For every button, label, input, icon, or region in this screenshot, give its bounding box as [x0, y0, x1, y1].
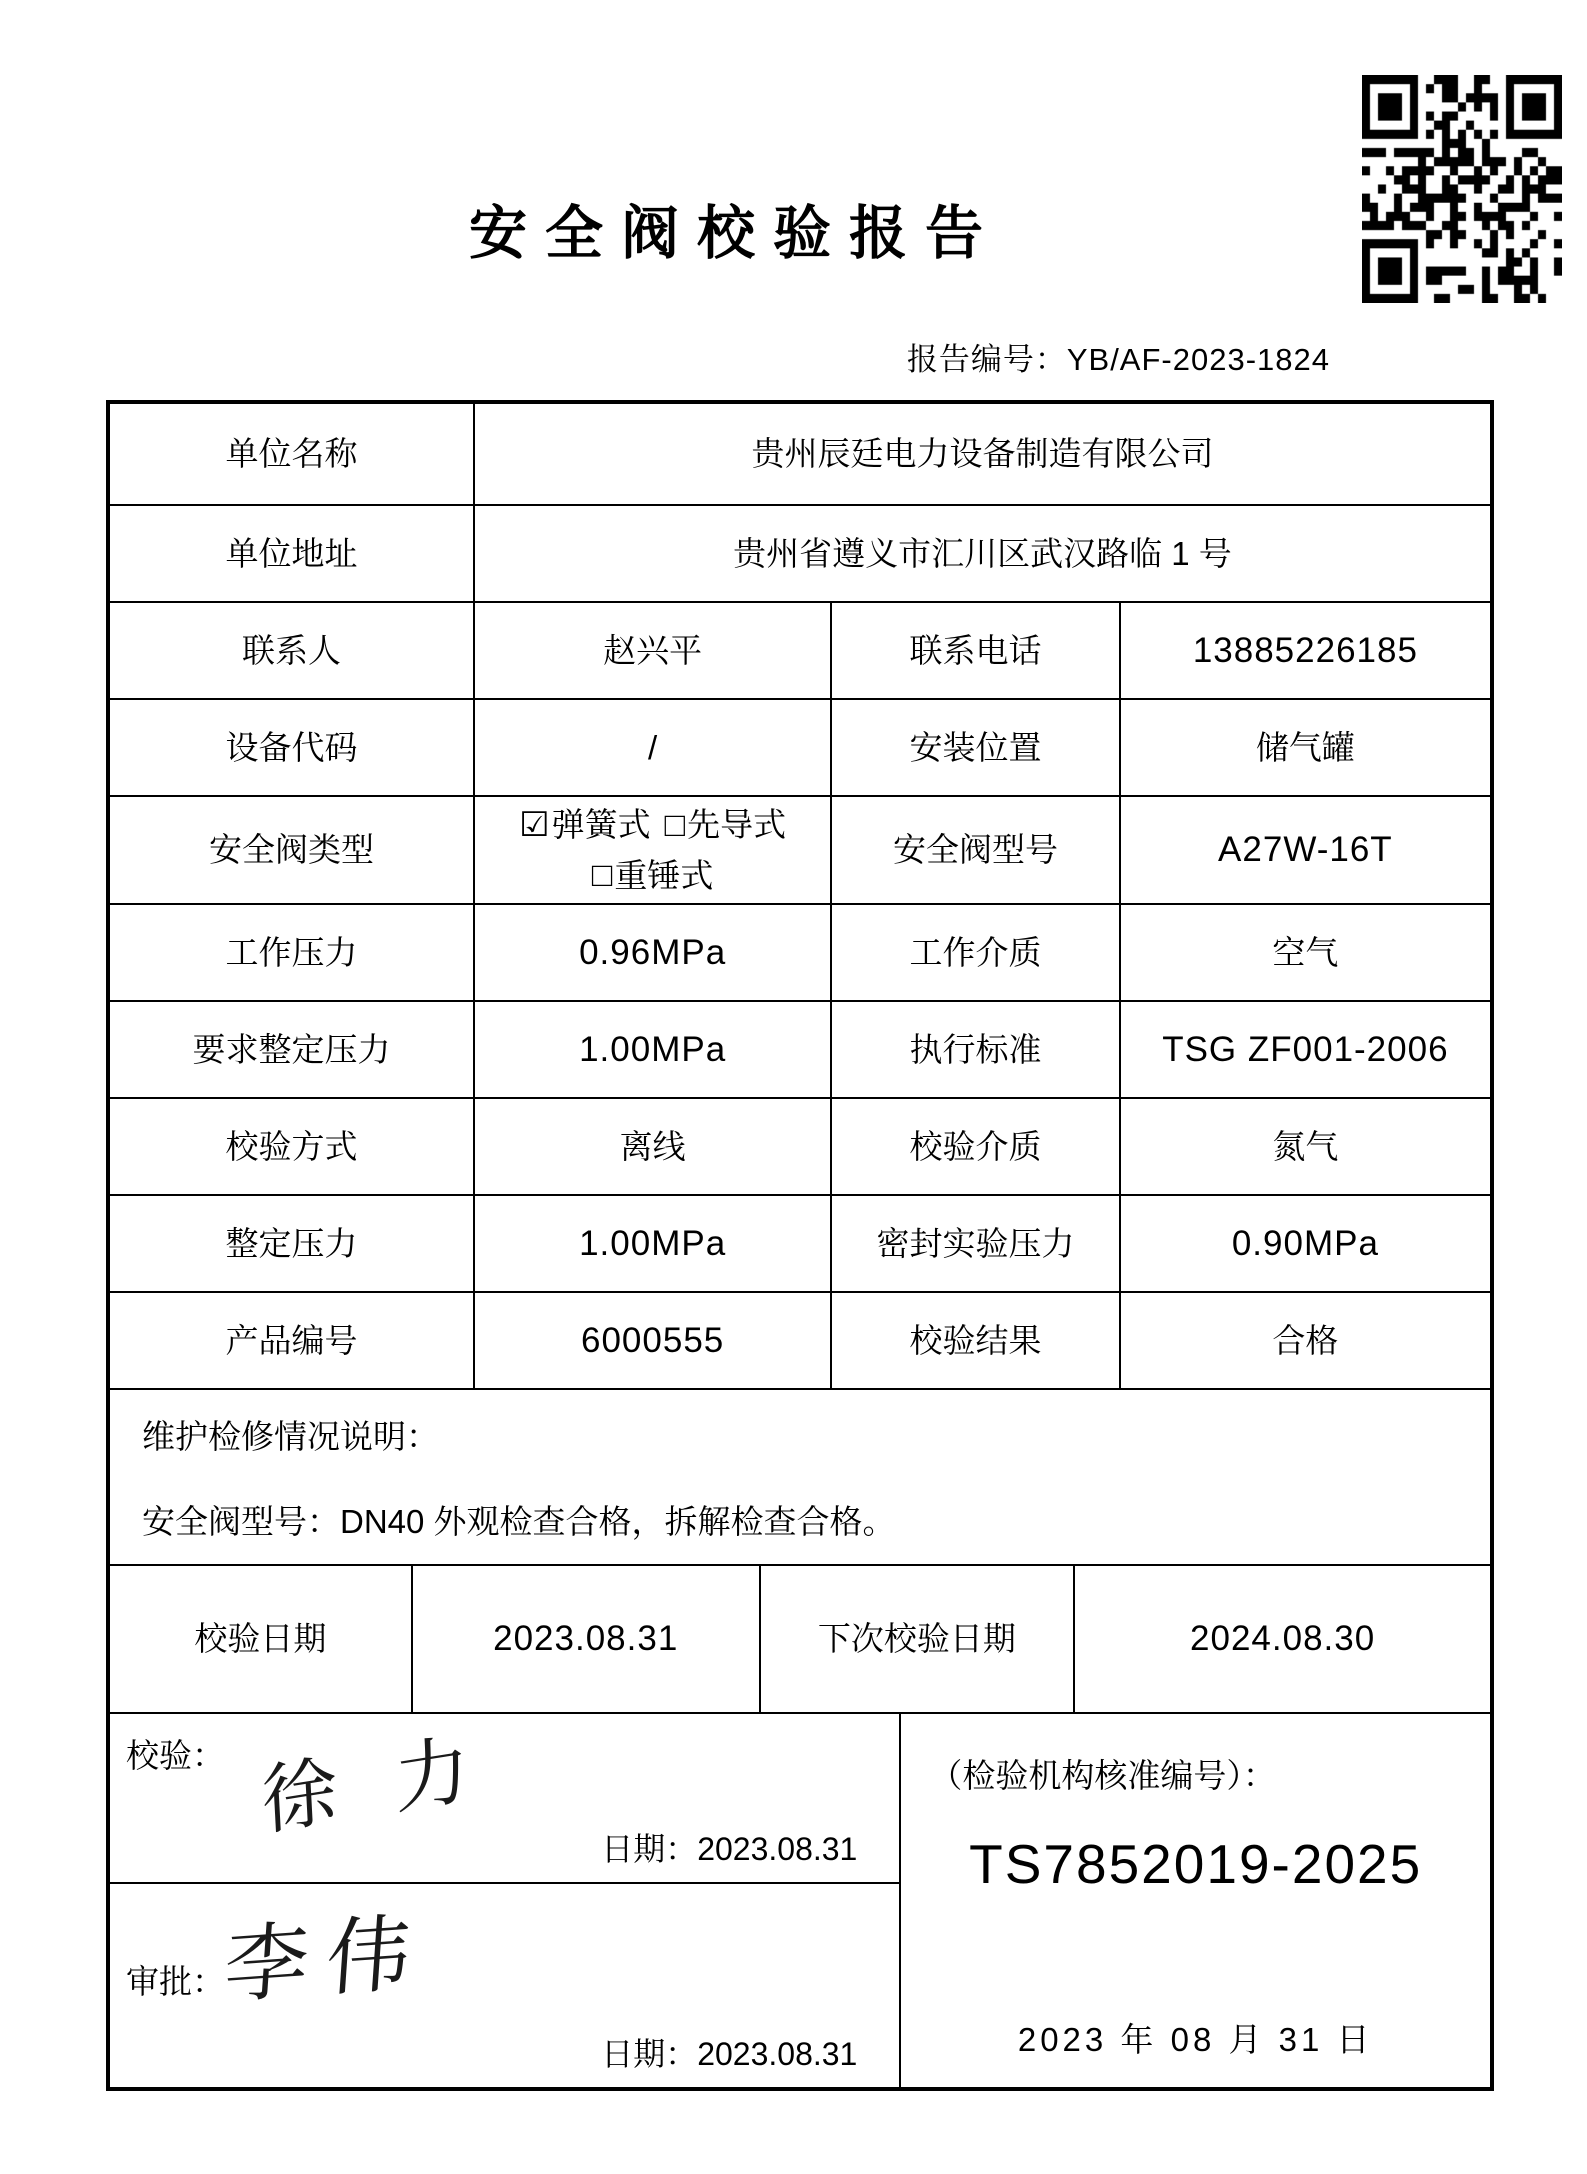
unit-address-label: 单位地址: [225, 534, 358, 572]
inspector-date: 日期：2023.08.31: [601, 1831, 858, 1867]
next-calibration-date-label: 下次校验日期: [759, 1566, 1074, 1712]
working-pressure-label: 工作压力: [225, 933, 358, 971]
checkbox-option-spring: [519, 804, 650, 847]
phone-value: 13885226185: [1119, 603, 1490, 698]
table-row: [110, 1000, 1490, 1097]
inspector-label: 校验：: [126, 1737, 225, 1774]
table-row: [110, 1097, 1490, 1194]
working-pressure-value: 0.96MPa: [473, 905, 830, 1000]
unchecked-checkbox-icon: □: [591, 856, 613, 894]
valve-model-value: A27W-16T: [1119, 797, 1490, 903]
device-code-value: /: [473, 700, 830, 795]
unit-address-value: 贵州省遵义市汇川区武汉路临 1 号: [473, 506, 1490, 601]
agency-block: [899, 1714, 1490, 2087]
checked-checkbox-icon: ☑: [519, 805, 550, 844]
product-no-value: 6000555: [473, 1293, 830, 1388]
valve-type-options: [473, 797, 830, 903]
valve-type-label: 安全阀类型: [208, 831, 374, 869]
required-set-pressure-value: 1.00MPa: [473, 1002, 830, 1097]
agency-date: 2023 年 08 月 31 日: [1017, 2021, 1374, 2058]
dates-row: [110, 1564, 1490, 1712]
unit-name-value: 贵州辰廷电力设备制造有限公司: [473, 404, 1490, 504]
inspector-sign-block: [110, 1714, 899, 1882]
standard-value: TSG ZF001-2006: [1119, 1002, 1490, 1097]
checkbox-label: 重锤式: [614, 856, 714, 894]
calibration-method-label: 校验方式: [225, 1127, 358, 1165]
calibration-date-value: 2023.08.31: [411, 1566, 759, 1712]
checkbox-label: 弹簧式: [551, 806, 651, 844]
set-pressure-value: 1.00MPa: [473, 1196, 830, 1291]
phone-label: 联系电话: [830, 603, 1118, 698]
checkbox-option-pilot: [665, 804, 787, 847]
table-row: [110, 601, 1490, 698]
table-row: [110, 795, 1490, 903]
set-pressure-label: 整定压力: [225, 1224, 358, 1262]
remarks-title: 维护检修情况说明：: [142, 1418, 439, 1455]
seal-test-pressure-value: 0.90MPa: [1119, 1196, 1490, 1291]
agency-approval-label: （检验机构核准编号）：: [929, 1757, 1276, 1794]
working-medium-value: 空气: [1119, 905, 1490, 1000]
install-location-label: 安装位置: [830, 700, 1118, 795]
unchecked-checkbox-icon: □: [664, 805, 686, 844]
approver-sign-block: [110, 1882, 899, 2087]
signoff-left: [110, 1714, 899, 2087]
remarks-cell: [110, 1390, 1490, 1564]
device-code-label: 设备代码: [225, 728, 358, 766]
calibration-medium-label: 校验介质: [830, 1099, 1118, 1194]
approver-date: 日期：2023.08.31: [601, 2036, 858, 2072]
agency-approval-number: TS7852019-2025: [969, 1833, 1423, 1895]
table-row: [110, 504, 1490, 601]
table-row: [110, 1291, 1490, 1388]
checkbox-label: 先导式: [687, 806, 787, 844]
approver-label: 审批：: [126, 1963, 225, 2000]
table-row: [110, 903, 1490, 1000]
checkbox-option-weight: [592, 854, 714, 897]
report-number: 报告编号：YB/AF-2023-1824: [906, 342, 1330, 377]
calibration-medium-value: 氮气: [1119, 1099, 1490, 1194]
valve-model-label: 安全阀型号: [830, 797, 1118, 903]
remarks-content: 安全阀型号：DN40 外观检查合格，拆解检查合格。: [142, 1503, 896, 1541]
remarks-row: [110, 1388, 1490, 1564]
table-row: [110, 698, 1490, 795]
seal-test-pressure-label: 密封实验压力: [830, 1196, 1118, 1291]
product-no-label: 产品编号: [225, 1321, 358, 1359]
calibration-method-value: 离线: [473, 1099, 830, 1194]
working-medium-label: 工作介质: [830, 905, 1118, 1000]
report-table: [106, 400, 1494, 2091]
standard-label: 执行标准: [830, 1002, 1118, 1097]
table-row: [110, 404, 1490, 504]
valve-type-line-2: [592, 854, 714, 897]
calibration-result-value: 合格: [1119, 1293, 1490, 1388]
approver-signature: 李伟: [221, 1902, 432, 2016]
calibration-date-label: 校验日期: [194, 1620, 327, 1658]
table-row: [110, 1194, 1490, 1291]
unit-name-label: 单位名称: [225, 435, 358, 473]
signoff-row: [110, 1712, 1490, 2087]
install-location-value: 储气罐: [1119, 700, 1490, 795]
contact-label: 联系人: [241, 631, 341, 669]
calibration-result-label: 校验结果: [830, 1293, 1118, 1388]
required-set-pressure-label: 要求整定压力: [192, 1030, 391, 1068]
next-calibration-date-value: 2024.08.30: [1073, 1566, 1490, 1712]
valve-type-line-1: [519, 804, 786, 847]
inspector-signature: 徐力: [259, 1714, 530, 1847]
contact-value: 赵兴平: [473, 603, 830, 698]
page-title: 安全阀校验报告: [468, 199, 1001, 267]
